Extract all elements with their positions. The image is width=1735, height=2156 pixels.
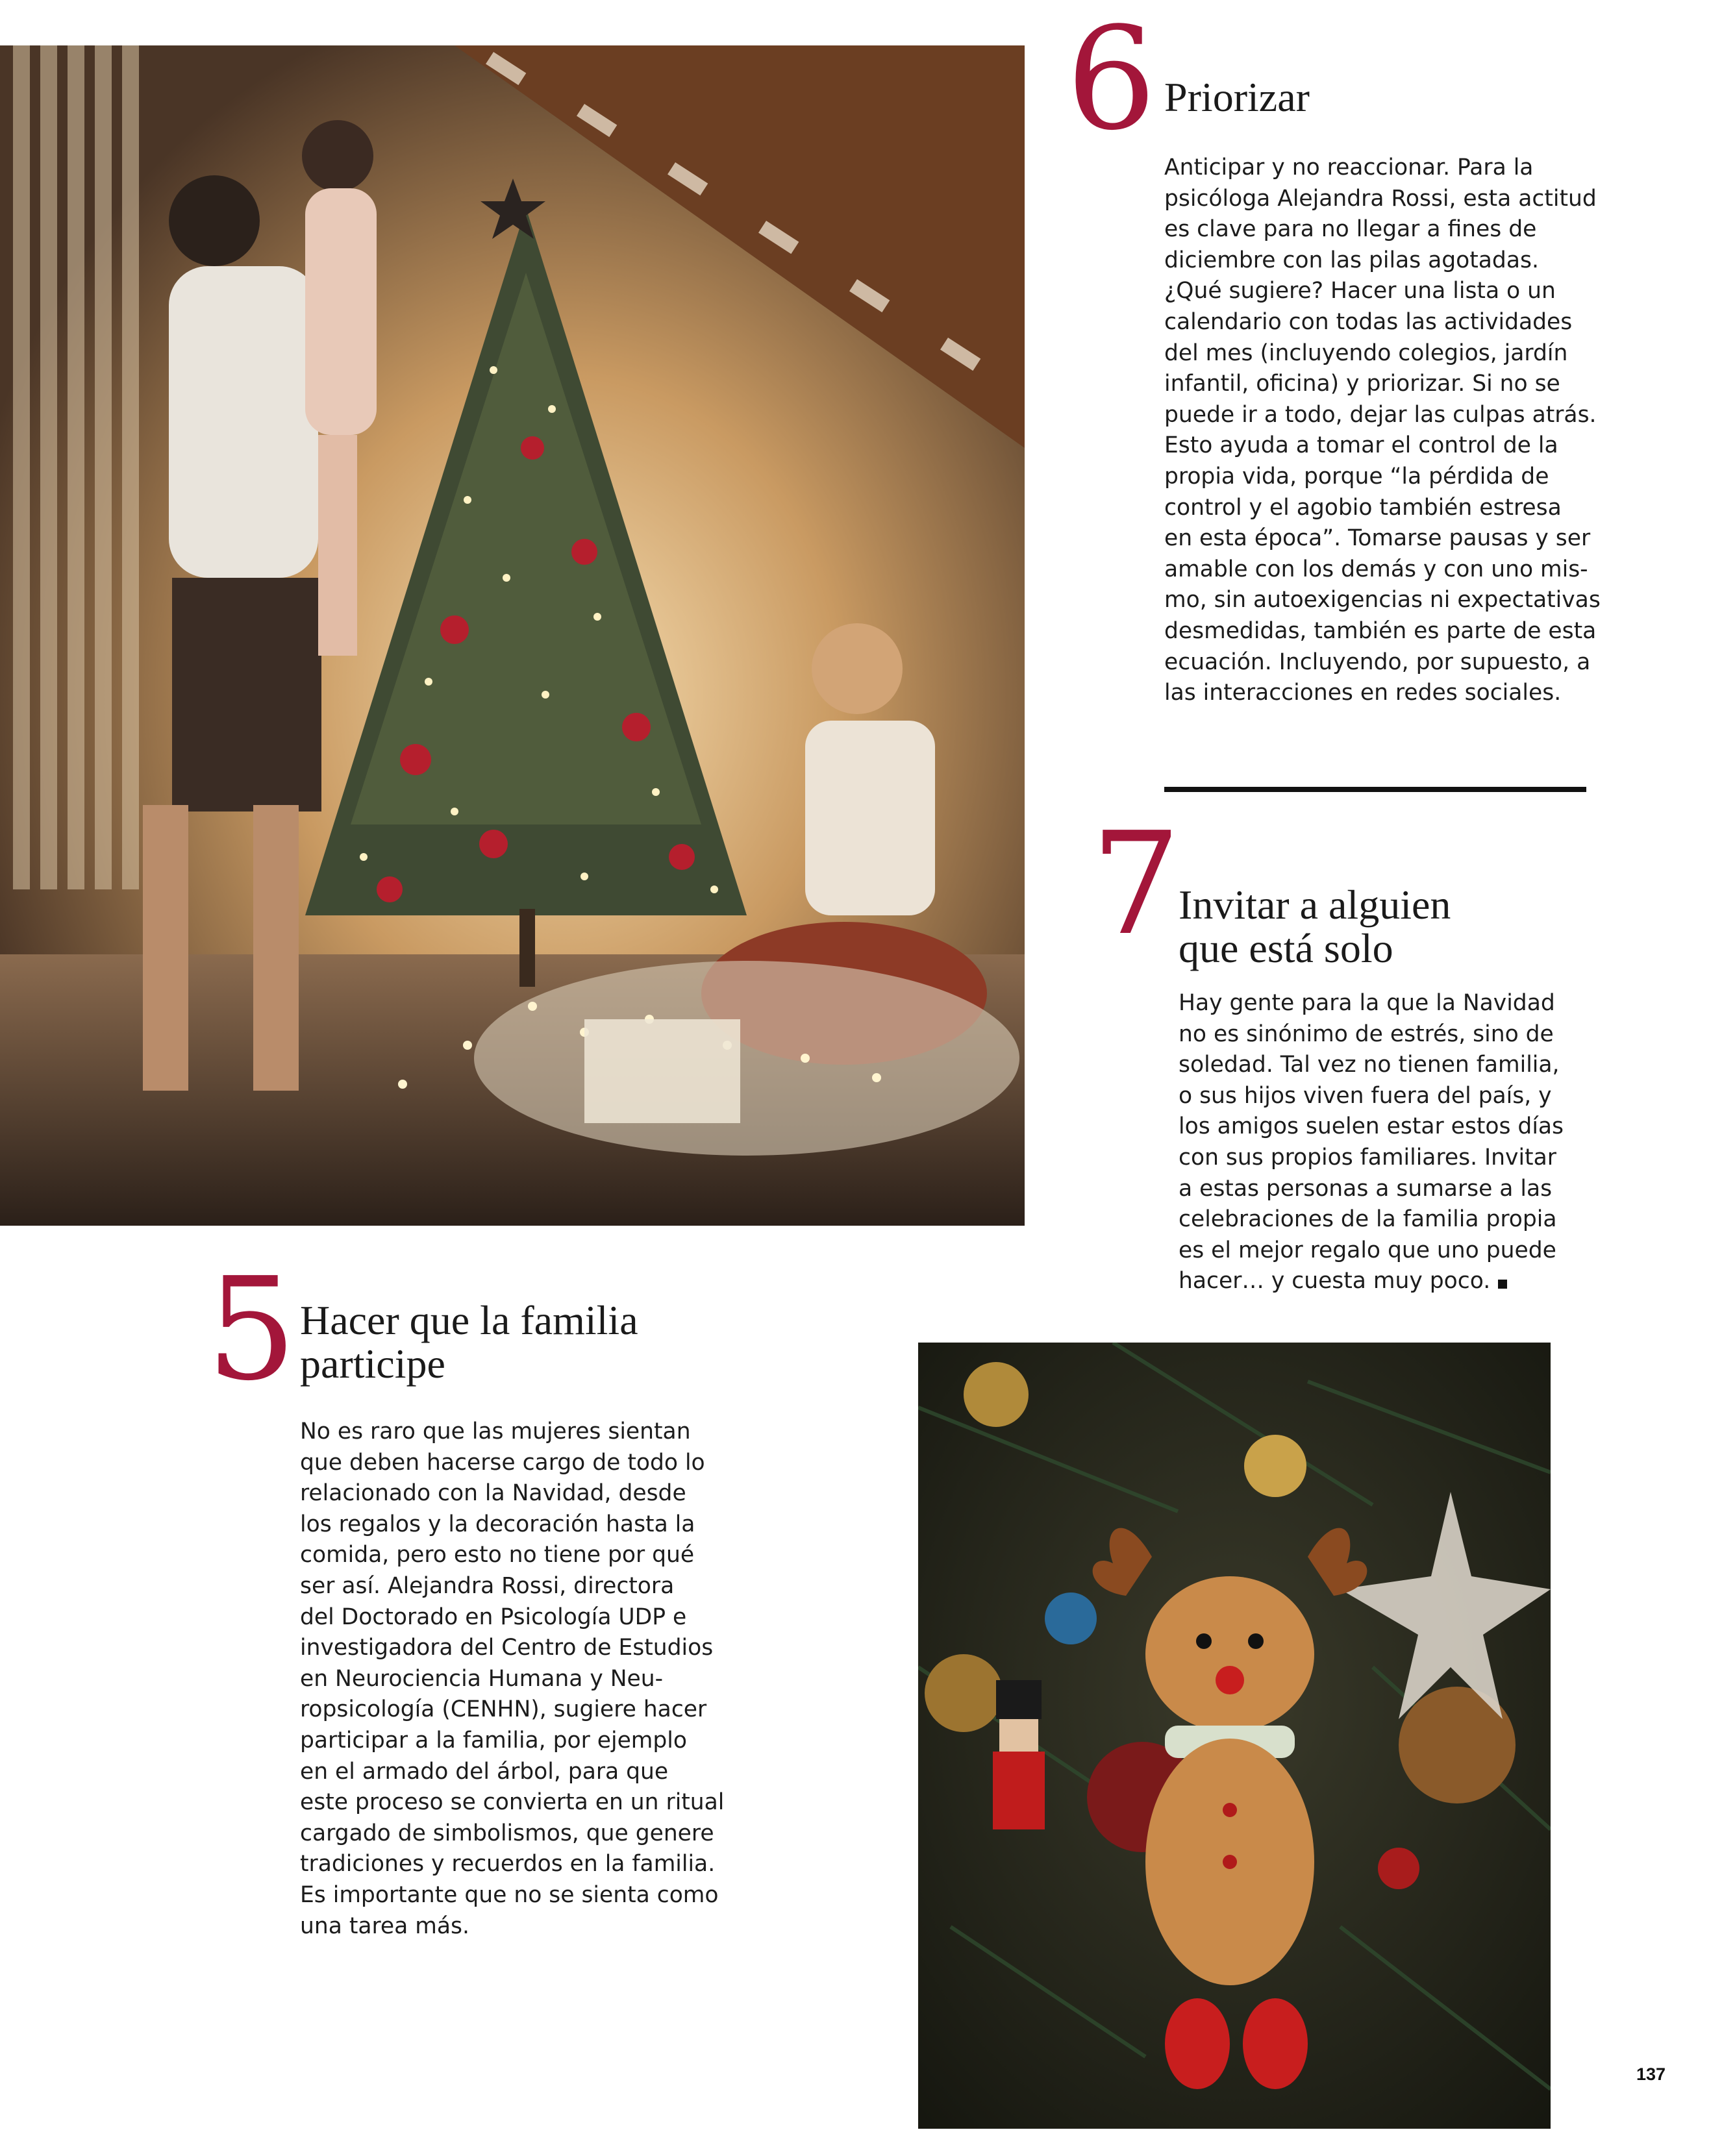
section-5-title-line2: participe	[300, 1341, 445, 1387]
section-7-title-line2: que está solo	[1179, 925, 1393, 972]
section-7-body: Hay gente para la que la Navidad no es sinónimo de estrés, sino de soledad. Tal vez no tienen familia, o sus hijos viven fuera del país, y los amigos suelen estar estos días con sus propios familiares. Invitar a estas personas a sumarse a las celebraciones de la familia propia es el mejor regalo que uno puede hacer… y cuesta muy poco.	[1179, 990, 1564, 1295]
family-tree-photo	[0, 45, 1025, 1226]
section-5-title	[300, 1298, 638, 1385]
section-7-number: 7	[1091, 802, 1181, 967]
section-5-body: No es raro que las mujeres sientan que deben hacerse cargo de todo lo relacionado con la Navidad, desde los regalos y la decoración hasta la comida, pero esto no tiene por qué ser así. Alejandra Rossi, directora del Doctorado en Psicología UDP e investigadora del Centro de Estudios en Neurociencia Humana y Neu- ropsicología (CENHN), sugiere hacer participar a la familia, por ejemplo en el armado del árbol, para que este proceso se convierta en un ritual cargado de simbolismos, que genere tradiciones y recuerdos en la familia. Es importante que no se sienta como una tarea más.	[300, 1419, 725, 1939]
section-5-number: 5	[206, 1248, 297, 1412]
section-divider	[1164, 787, 1586, 792]
section-6-title: Priorizar	[1164, 74, 1310, 120]
section-6-body: Anticipar y no reaccionar. Para la psicóloga Alejandra Rossi, esta actitud es clave para no llegar a fines de diciembre con las pilas agotadas. ¿Qué sugiere? Hacer una lista o un calendario con todas las actividades del mes (incluyendo colegios, jardín infantil, oficina) y priorizar. Si no se puede ir a todo, dejar las culpas atrás. Esto ayuda a tomar el control de la propia vida, porque “la pérdida de control y el agobio también estresa en esta época”. Tomarse pausas y ser amable con los demás y con uno mis- mo, sin autoexigencias ni expectativas desmedidas, también es parte de esta ecuación. Incluyendo, por supuesto, a las interacciones en redes sociales.	[1164, 155, 1601, 706]
section-5-title-line1: Hacer que la familia	[300, 1297, 638, 1343]
section-6-number: 6	[1066, 0, 1156, 162]
end-of-article-mark	[1498, 1280, 1507, 1289]
section-7-body-wrap	[1179, 988, 1646, 1297]
section-7-title	[1179, 883, 1451, 970]
ornaments-photo	[918, 1343, 1551, 2129]
page-number: 137	[1636, 2064, 1666, 2084]
section-7-title-line1: Invitar a alguien	[1179, 882, 1451, 928]
